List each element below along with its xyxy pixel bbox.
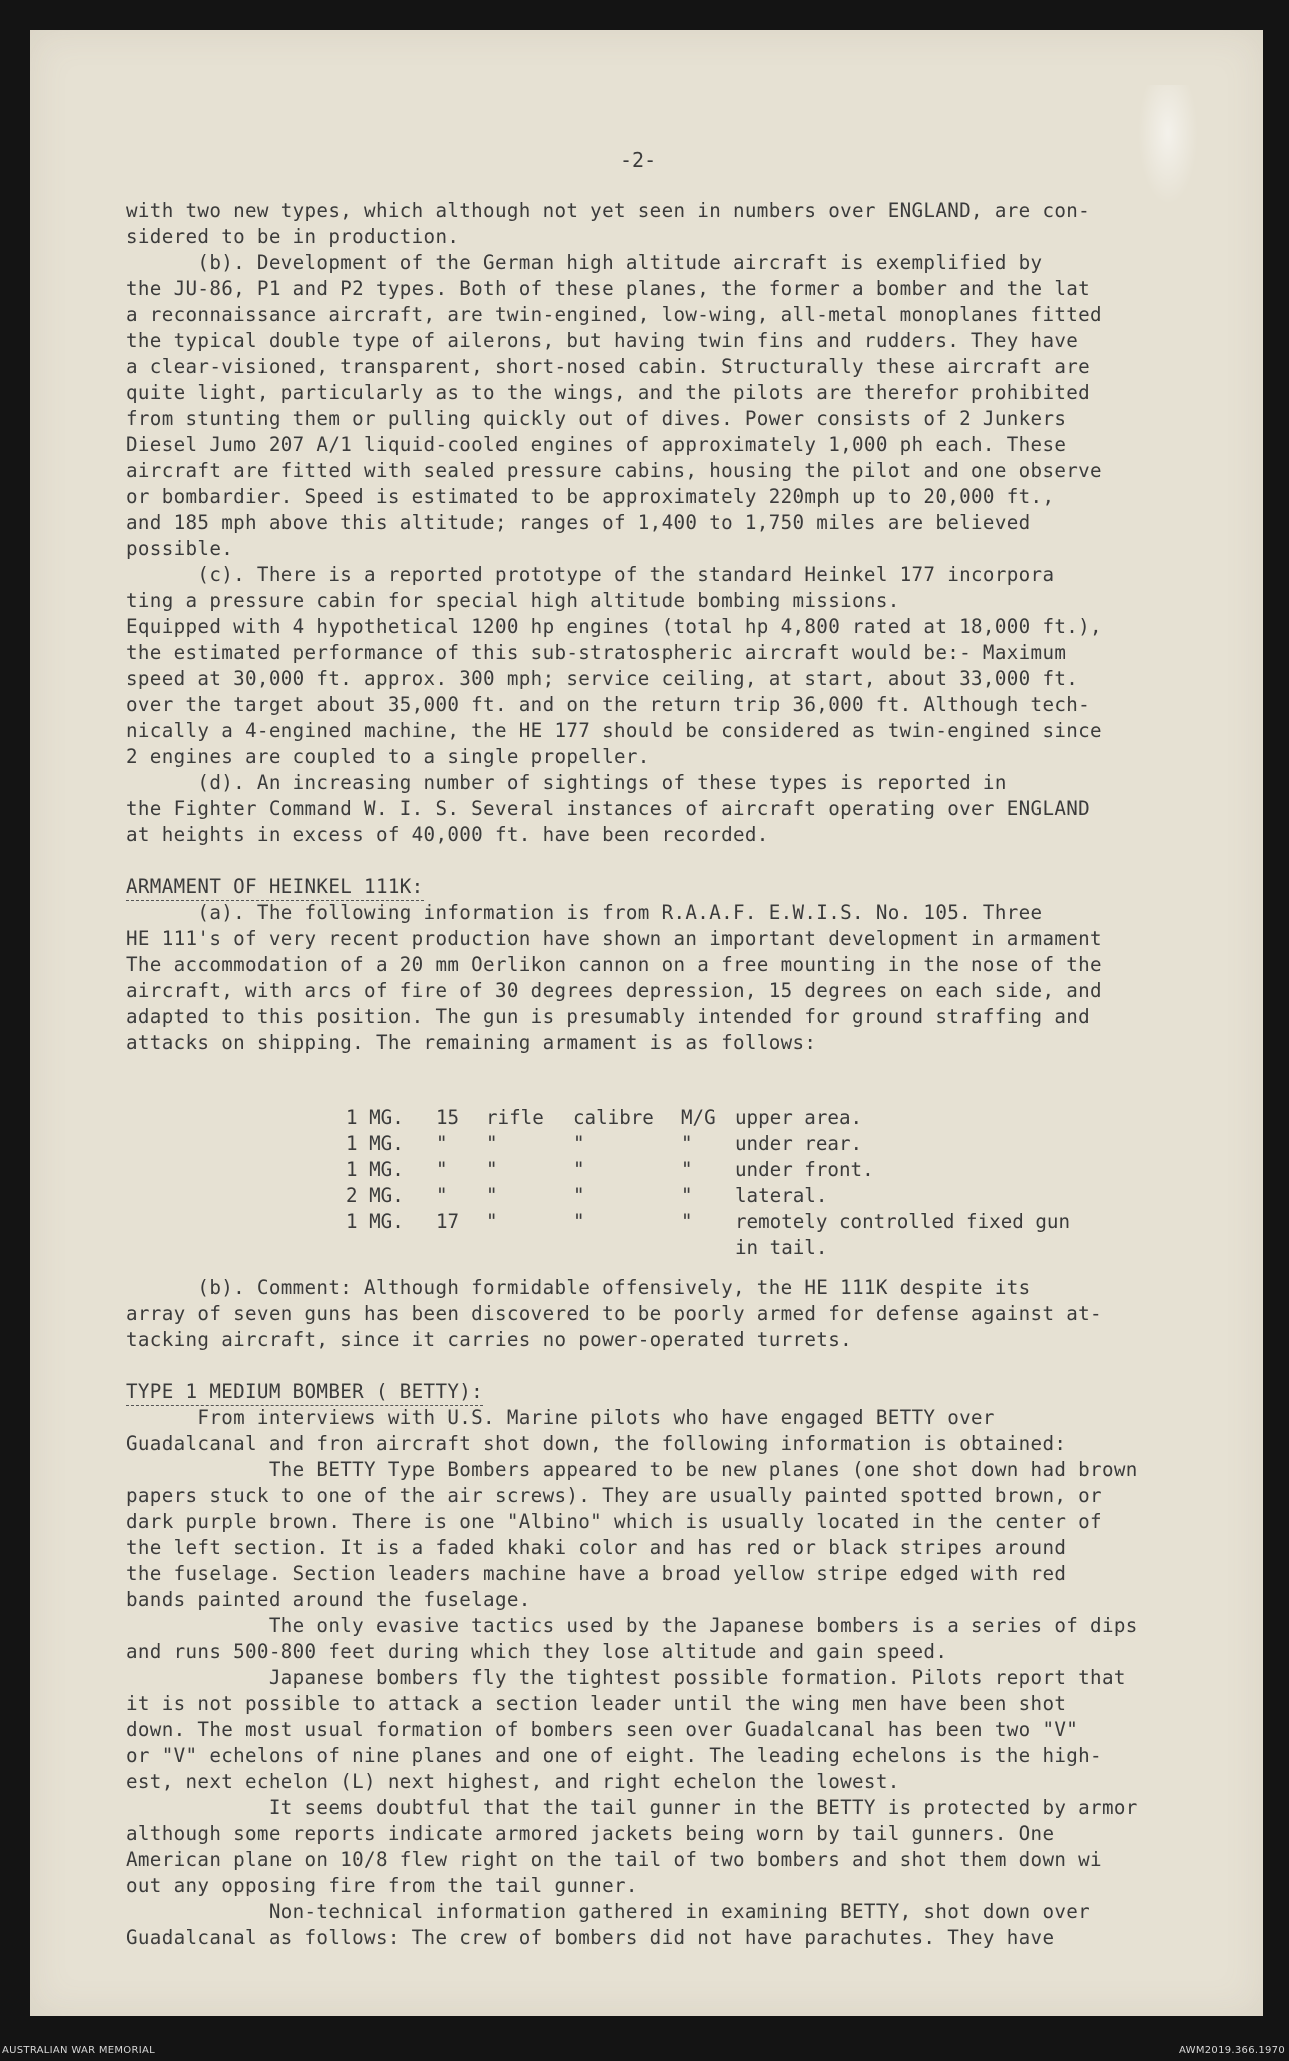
armament-cell: 17 xyxy=(436,1210,460,1233)
armament-cell: " xyxy=(573,1184,585,1207)
text-line: a reconnaissance aircraft, are twin-engined, low-wing, all-metal monoplanes fitted xyxy=(126,303,1102,326)
armament-cell: " xyxy=(573,1210,585,1233)
text-line: possible. xyxy=(126,537,234,560)
text-line: sidered to be in production. xyxy=(126,225,460,248)
text-line: or bombardier. Speed is estimated to be approximately 220mph up to 20,000 ft., xyxy=(126,485,1055,508)
text-line: it is not possible to attack a section leader until the wing men have been shot xyxy=(126,1692,1067,1715)
text-line: aircraft, with arcs of fire of 30 degrees depression, 15 degrees on each side, and xyxy=(126,979,1102,1002)
text-line: and 185 mph above this altitude; ranges of 1,400 to 1,750 miles are believed xyxy=(126,511,1031,534)
section-heading-armament: ARMAMENT OF HEINKEL 111K: xyxy=(126,874,424,901)
armament-cell: under front. xyxy=(735,1158,874,1181)
text-line: Equipped with 4 hypothetical 1200 hp engines (total hp 4,800 rated at 18,000 ft.), xyxy=(126,615,1102,638)
armament-cell: 1 MG. xyxy=(346,1132,404,1155)
text-line: est, next echelon (L) next highest, and right echelon the lowest. xyxy=(126,1770,900,1793)
text-line: (b). Development of the German high altitude aircraft is exemplified by xyxy=(126,251,1043,274)
text-line: Diesel Jumo 207 A/1 liquid-cooled engines of approximately 1,000 ph each. These xyxy=(126,433,1067,456)
armament-cell: lateral. xyxy=(735,1184,828,1207)
armament-cell: " xyxy=(486,1132,498,1155)
paper-crease xyxy=(1138,85,1198,205)
text-line: a clear-visioned, transparent, short-nosed cabin. Structurally these aircraft are xyxy=(126,355,1091,378)
text-line: attacks on shipping. The remaining armament is as follows: xyxy=(126,1031,817,1054)
armament-cell: " xyxy=(436,1132,448,1155)
text-line: (c). There is a reported prototype of the standard Heinkel 177 incorpora xyxy=(126,563,1055,586)
document-page xyxy=(30,30,1263,2016)
text-line: Japanese bombers fly the tightest possible formation. Pilots report that xyxy=(126,1666,1126,1689)
armament-cell: calibre xyxy=(573,1106,654,1129)
text-line: the left section. It is a faded khaki color and has red or black stripes around xyxy=(126,1536,1067,1559)
text-line: HE 111's of very recent production have shown an important development in armament xyxy=(126,927,1102,950)
section-heading-betty: TYPE 1 MEDIUM BOMBER ( BETTY): xyxy=(126,1379,483,1406)
armament-cell: " xyxy=(486,1210,498,1233)
text-line: or "V" echelons of nine planes and one of eight. The leading echelons is the high- xyxy=(126,1744,1102,1767)
text-line: although some reports indicate armored jackets being worn by tail gunners. One xyxy=(126,1822,1055,1845)
armament-cell: " xyxy=(681,1132,693,1155)
armament-cell: " xyxy=(573,1132,585,1155)
armament-cell: 15 xyxy=(436,1106,460,1129)
text-line: nically a 4-engined machine, the HE 177 should be considered as twin-engined since xyxy=(126,719,1102,742)
text-line: and runs 500-800 feet during which they lose altitude and gain speed. xyxy=(126,1640,948,1663)
text-line: The accommodation of a 20 mm Oerlikon cannon on a free mounting in the nose of the xyxy=(126,953,1102,976)
text-line: over the target about 35,000 ft. and on the return trip 36,000 ft. Although tech- xyxy=(126,693,1091,716)
armament-cell: upper area. xyxy=(735,1106,863,1129)
text-line: (b). Comment: Although formidable offensively, the HE 111K despite its xyxy=(126,1276,1031,1299)
armament-cell: M/G xyxy=(681,1106,716,1129)
armament-cell: " xyxy=(573,1158,585,1181)
armament-cell: " xyxy=(436,1158,448,1181)
armament-cell: " xyxy=(681,1210,693,1233)
text-line: the Fighter Command W. I. S. Several instances of aircraft operating over ENGLAND xyxy=(126,797,1091,820)
text-line: quite light, particularly as to the wings, and the pilots are therefor prohibited xyxy=(126,381,1091,404)
text-line: Guadalcanal and fron aircraft shot down, the following information is obtained: xyxy=(126,1432,1067,1455)
text-line: (a). The following information is from R.A.A.F. E.W.I.S. No. 105. Three xyxy=(126,901,1043,924)
text-line: The only evasive tactics used by the Japanese bombers is a series of dips xyxy=(126,1614,1138,1637)
text-line: It seems doubtful that the tail gunner in the BETTY is protected by armor xyxy=(126,1796,1138,1819)
text-line: The BETTY Type Bombers appeared to be new planes (one shot down had brown xyxy=(126,1458,1138,1481)
armament-cell: " xyxy=(681,1158,693,1181)
text-line: dark purple brown. There is one "Albino" which is usually located in the center of xyxy=(126,1510,1102,1533)
text-line: From interviews with U.S. Marine pilots who have engaged BETTY over xyxy=(126,1406,995,1429)
armament-cell: under rear. xyxy=(735,1132,863,1155)
text-line: Non-technical information gathered in examining BETTY, shot down over xyxy=(126,1900,1091,1923)
text-line: at heights in excess of 40,000 ft. have been recorded. xyxy=(126,823,769,846)
text-line: (d). An increasing number of sightings of these types is reported in xyxy=(126,771,1007,794)
text-line: Guadalcanal as follows: The crew of bombers did not have parachutes. They have xyxy=(126,1926,1055,1949)
text-line: ting a pressure cabin for special high altitude bombing missions. xyxy=(126,589,900,612)
text-line: the fuselage. Section leaders machine have a broad yellow stripe edged with red xyxy=(126,1562,1067,1585)
text-line: out any opposing fire from the tail gunner. xyxy=(126,1874,638,1897)
text-line: speed at 30,000 ft. approx. 300 mph; service ceiling, at start, about 33,000 ft. xyxy=(126,667,1079,690)
text-line: with two new types, which although not yet seen in numbers over ENGLAND, are con- xyxy=(126,199,1091,222)
footer-institution: AUSTRALIAN WAR MEMORIAL xyxy=(2,2045,155,2056)
text-line: 2 engines are coupled to a single propeller. xyxy=(126,745,650,768)
armament-cell: " xyxy=(681,1184,693,1207)
text-line: the typical double type of ailerons, but having twin fins and rudders. They have xyxy=(126,329,1079,352)
text-line: array of seven guns has been discovered to be poorly armed for defense against at- xyxy=(126,1302,1102,1325)
text-line: aircraft are fitted with sealed pressure cabins, housing the pilot and one observe xyxy=(126,459,1102,482)
armament-cell: 1 MG. xyxy=(346,1106,404,1129)
armament-cell: in tail. xyxy=(735,1236,828,1259)
text-line: bands painted around the fuselage. xyxy=(126,1588,531,1611)
armament-cell: " xyxy=(486,1158,498,1181)
armament-cell: 2 MG. xyxy=(346,1184,404,1207)
armament-cell: " xyxy=(436,1184,448,1207)
text-line: tacking aircraft, since it carries no power-operated turrets. xyxy=(126,1328,853,1351)
text-line: the JU-86, P1 and P2 types. Both of these planes, the former a bomber and the lat xyxy=(126,277,1091,300)
armament-cell: remotely controlled fixed gun xyxy=(735,1210,1071,1233)
footer-accession-number: AWM2019.366.1970 xyxy=(1179,2045,1285,2056)
page-number: -2- xyxy=(620,148,657,172)
text-line: papers stuck to one of the air screws). They are usually painted spotted brown, or xyxy=(126,1484,1102,1507)
text-line: down. The most usual formation of bombers seen over Guadalcanal has been two "V" xyxy=(126,1718,1079,1741)
text-line: from stunting them or pulling quickly out of dives. Power consists of 2 Junkers xyxy=(126,407,1067,430)
armament-cell: rifle xyxy=(486,1106,544,1129)
armament-cell: " xyxy=(486,1184,498,1207)
armament-cell: 1 MG. xyxy=(346,1210,404,1233)
text-line: the estimated performance of this sub-stratospheric aircraft would be:- Maximum xyxy=(126,641,1067,664)
text-line: adapted to this position. The gun is presumably intended for ground straffing and xyxy=(126,1005,1091,1028)
text-line: American plane on 10/8 flew right on the tail of two bombers and shot them down wi xyxy=(126,1848,1102,1871)
armament-cell: 1 MG. xyxy=(346,1158,404,1181)
